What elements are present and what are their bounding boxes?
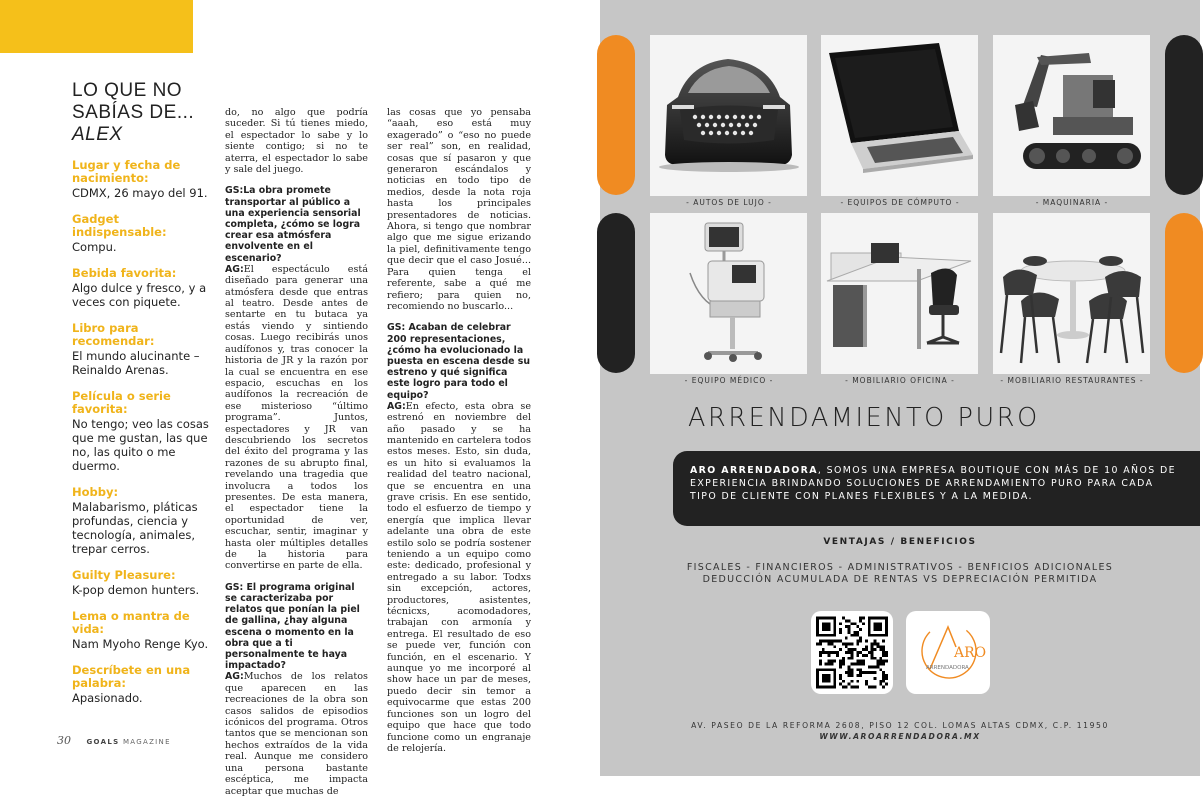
- tile-caption: - MAQUINARIA -: [1035, 198, 1109, 207]
- quick-fact-answer: Malabarismo, pláticas profundas, ciencia y tecnología, animales, trepar cerros.: [72, 500, 198, 556]
- aro-logo-icon: [906, 611, 990, 694]
- answer-text: Muchos de los relatos que aparecen en las recreaciones de la obra son casos salidos de episodios icónicos del programa. Otros tantos que se mencionan son hechos extraídos de la vida real. Aunque me considero una persona bastante escéptica, me impacta aceptar que muchas de: [225, 671, 368, 797]
- interview-column-1: [225, 107, 368, 807]
- answer-tag: AG:: [225, 671, 244, 683]
- sidebar-title: [72, 80, 212, 146]
- medical-equipment-tile: [650, 213, 807, 374]
- quick-fact-label: Bebida favorita:: [72, 266, 177, 280]
- title-line-1: LO QUE NO: [72, 80, 183, 101]
- quick-fact-answer: Apasionado.: [72, 691, 143, 705]
- orange-pill-decoration: [1165, 213, 1203, 373]
- tile-caption: - MOBILIARIO RESTAURANTES -: [1000, 376, 1144, 385]
- quick-fact-label: Guilty Pleasure:: [72, 568, 176, 582]
- office-furniture-tile: [821, 213, 978, 374]
- excavator-tile: [993, 35, 1150, 196]
- answer: [387, 401, 531, 755]
- left-page: [0, 0, 600, 797]
- company-website[interactable]: WWW.AROARRENDADORA.MX: [819, 732, 981, 741]
- dark-pill-decoration: [597, 213, 635, 373]
- quick-fact-item: [72, 486, 212, 556]
- benefits-title: VENTAJAS / BENEFICIOS: [823, 537, 977, 547]
- medical-equipment-icon: [650, 213, 807, 374]
- answer: [225, 264, 368, 572]
- quick-fact-item: [72, 610, 212, 651]
- car-icon: [650, 35, 807, 196]
- logo-subtext: ARRENDADORA: [926, 665, 969, 671]
- quick-fact-label: Gadget indispensable:: [72, 212, 167, 239]
- quick-fact-answer: Nam Myoho Renge Kyo.: [72, 637, 209, 651]
- magazine-name-bold: GOALS: [86, 738, 120, 746]
- title-line-2: SABÍAS DE...: [72, 102, 195, 123]
- quick-fact-answer: Compu.: [72, 240, 117, 254]
- interview-column-2: [387, 107, 531, 764]
- paragraph: las cosas que yo pensaba “aaah, eso está muy exagerado” o “eso no puede ser real” son, en realidad, cosas que sí pasaron y que generaron escándalos y noticias en todo tipo de medios, desde la nota roja hasta los principales presentadores de noticias. Ahora, si tengo que nombrar algo que me sigue erizando la piel, definitivamente tengo que decir que el caso Josué... Para quien tenga el referente, sabe a qué me refiero; para quien no, recomiendo no buscarlo...: [387, 107, 531, 312]
- tile-caption: - AUTOS DE LUJO -: [686, 198, 772, 207]
- answer-tag: AG:: [387, 400, 406, 412]
- quick-fact-item: [72, 664, 212, 705]
- company-description: [673, 451, 1200, 526]
- quick-fact-label: Descríbete en una palabra:: [72, 663, 191, 690]
- quick-fact-item: [72, 159, 212, 200]
- car-tile: [650, 35, 807, 196]
- question: GS:La obra promete transportar al público a una experiencia sensorial completa, ¿cómo se logra crear esa atmósfera envolvente en el escenario?: [225, 185, 361, 264]
- sidebar-quick-facts: [72, 80, 212, 705]
- qr-code[interactable]: [811, 611, 893, 694]
- question: GS: El programa original se caracterizaba por relatos que ponían la piel de gallina, ¿hay alguna escena o momento en la obra que a ti personalmente te haya impactado?: [225, 581, 360, 672]
- quick-fact-answer: No tengo; veo las cosas que me gustan, las que no, las quito o me duermo.: [72, 417, 209, 473]
- answer-tag: AG:: [225, 263, 244, 275]
- magazine-name-rest: MAGAZINE: [119, 738, 171, 746]
- quick-fact-item: [72, 390, 212, 473]
- tile-caption: - EQUIPO MÉDICO -: [684, 376, 774, 385]
- quick-fact-label: Hobby:: [72, 485, 119, 499]
- restaurant-furniture-icon: [993, 213, 1150, 374]
- quick-fact-answer: Algo dulce y fresco, y a veces con piquete.: [72, 281, 207, 309]
- qr-code-icon: [816, 616, 888, 689]
- quick-fact-item: [72, 569, 212, 597]
- quick-fact-answer: El mundo alucinante – Reinaldo Arenas.: [72, 349, 200, 377]
- quick-fact-item: [72, 322, 212, 377]
- restaurant-furniture-tile: [993, 213, 1150, 374]
- question: GS: Acaban de celebrar 200 representaciones, ¿cómo ha evolucionado la puesta en escena desde su estreno y qué significa este logro para todo el equipo?: [387, 322, 531, 401]
- company-address: AV. PASEO DE LA REFORMA 2608, PISO 12 COL. LOMAS ALTAS CDMX, C.P. 11950: [691, 721, 1109, 730]
- benefits-line-1: FISCALES - FINANCIEROS - ADMINISTRATIVOS - BENFICIOS ADICIONALES: [686, 562, 1114, 573]
- tile-caption: - MOBILIARIO OFICINA -: [845, 376, 955, 385]
- yellow-accent-bar: [0, 0, 193, 53]
- tile-caption: - EQUIPOS DE CÓMPUTO -: [840, 198, 960, 207]
- quick-fact-label: Lema o mantra de vida:: [72, 609, 190, 636]
- quick-fact-answer: K-pop demon hunters.: [72, 583, 200, 597]
- answer-text: En efecto, esta obra se estrenó en noviembre del año pasado y se ha mantenido en cartelera todos estos meses. Esto, sin duda, es un hito si evaluamos la realidad del teatro nacional, que se encuentra en una grave crisis. En ese sentido, todo el esfuerzo de tiempo y energía que implica llevar adelante una obra de este estilo solo se podría sostener teniendo a un equipo como este: dedicado, profesional y entregado a su labor. Todxs sin excepción, actores, productores, asistentes, técnicxs, acomodadores, trabajan con armonía y entrega. El resultado de eso se puede ver, función con función, en el escenario. Y aunque yo me incorporé al show hace un par de meses, puedo decir sin temor a equivocarme que estas 200 funciones son un logro del equipo que hace que todo funcione como un engranaje de relojería.: [387, 400, 531, 754]
- quick-fact-item: [72, 267, 212, 309]
- description-text: , SOMOS UNA EMPRESA BOUTIQUE CON MÁS DE 10 AÑOS DE EXPERIENCIA BRINDANDO SOLUCIONES DE ARRENDAMIENTO PURO PARA CADA TIPO DE CLIENTE CON PLANES FLEXIBLES Y A LA MEDIDA.: [690, 465, 1176, 502]
- office-furniture-icon: [821, 213, 978, 374]
- page-number: 30: [57, 734, 71, 747]
- answer: [225, 671, 368, 796]
- company-logo: [906, 611, 990, 694]
- qa-list: [72, 159, 212, 705]
- answer-text: El espectáculo está diseñado para generar una atmósfera desde que entras al teatro. Desde antes de sentarte en tu butaca ya estás viendo y sintiendo cosas. Luego recibirás unos audífonos y, tras conocer la historia de JR y la razón por la cual se encuentra en ese espacio, escuchas en los audífonos la recreación de ese misterioso “último programa”. Juntos, espectadores y JR van descubriendo los secretos del éxito del programa y las razones de su abrupto final, revelando una tragedia que involucra a todos los presentes. De esta manera, el espectador tiene la oportunidad de ver, escuchar, sentir, imaginar y hasta oler múltiples detalles de la historia para convertirse en parte de ella.: [225, 263, 368, 572]
- title-name: ALEX: [72, 124, 123, 145]
- laptop-tile: [821, 35, 978, 196]
- orange-pill-decoration: [597, 35, 635, 195]
- company-name: ARO ARRENDADORA: [690, 465, 818, 476]
- page-footer: [57, 734, 171, 747]
- laptop-icon: [821, 35, 978, 196]
- logo-text: ARO: [954, 645, 987, 661]
- quick-fact-answer: CDMX, 26 mayo del 91.: [72, 186, 208, 200]
- excavator-icon: [993, 35, 1150, 196]
- quick-fact-item: [72, 213, 212, 254]
- benefits-line-2: DEDUCCIÓN ACUMULADA DE RENTAS VS DEPRECIACIÓN PERMITIDA: [702, 574, 1098, 585]
- quick-fact-label: Libro para recomendar:: [72, 321, 155, 348]
- advertisement-page: [600, 0, 1200, 776]
- dark-pill-decoration: [1165, 35, 1203, 195]
- magazine-name: [87, 738, 171, 746]
- paragraph: do, no algo que podría suceder. Si tú tienes miedo, el espectador lo sabe y lo siente contigo; si no te aterra, el espectador lo sabe y sale del juego.: [225, 107, 368, 176]
- quick-fact-label: Lugar y fecha de nacimiento:: [72, 158, 181, 185]
- quick-fact-label: Película o serie favorita:: [72, 389, 171, 416]
- ad-headline: ARRENDAMIENTO PURO: [688, 403, 1040, 433]
